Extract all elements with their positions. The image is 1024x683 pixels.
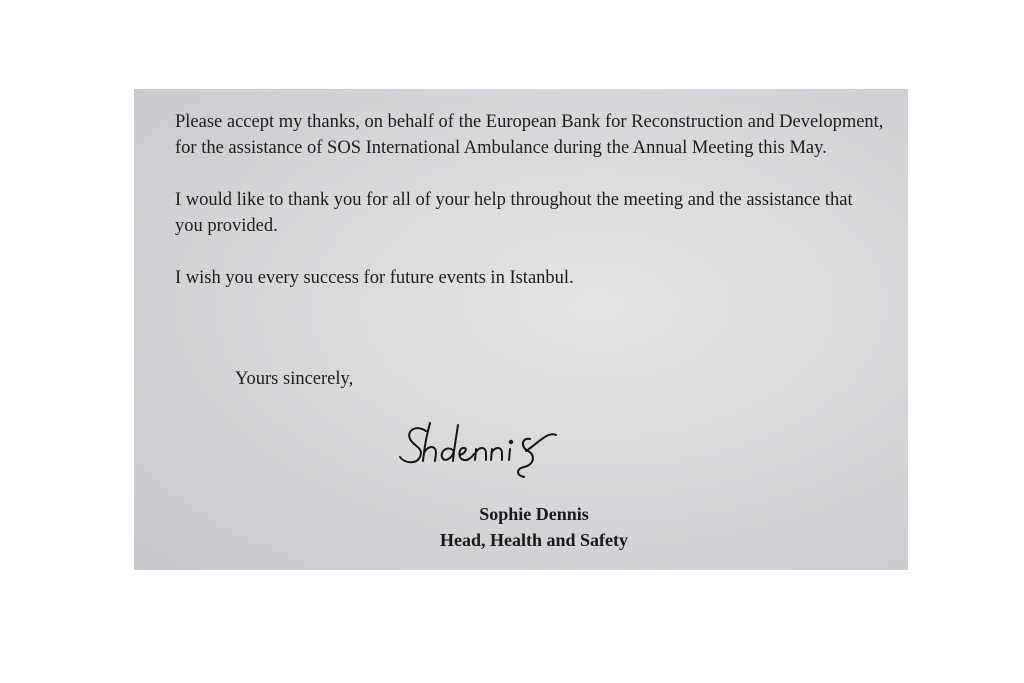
handwritten-signature [396,417,586,479]
signature-block [364,501,704,553]
letter-body [175,109,885,317]
signatory-title: Head, Health and Safety [439,530,628,550]
signatory-name: Sophie Dennis [479,504,589,524]
letter-photo [134,89,908,570]
letter-paragraph-1: Please accept my thanks, on behalf of the European Bank for Reconstruction and Development, for the assistance of SOS International Ambulance during the Annual Meeting this May. [175,112,884,158]
letter-paragraph-2: I would like to thank you for all of your help throughout the meeting and the assistance that you provided. [175,190,853,236]
letter-paragraph-3: I wish you every success for future events in Istanbul. [175,268,574,288]
closing-salutation: Yours sincerely, [235,369,354,389]
